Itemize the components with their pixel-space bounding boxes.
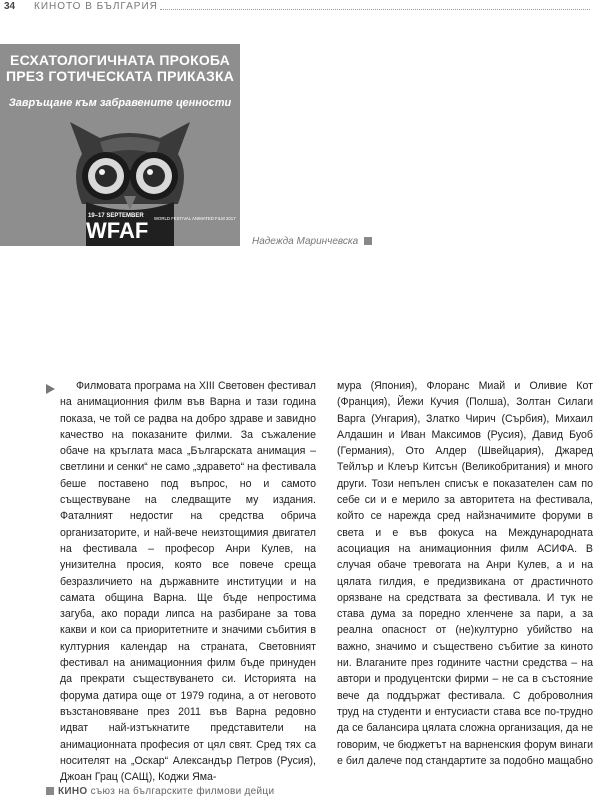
footer-square-icon	[46, 787, 54, 795]
left-goggle-lens	[95, 165, 117, 187]
banner-title-line1: ЕСХАТОЛОГИЧНАТА ПРОКОБА	[10, 52, 230, 68]
right-goggle-lens	[143, 165, 165, 187]
left-goggle-glint	[99, 169, 105, 175]
festival-dates: 19–17 SEPTEMBER	[88, 213, 144, 219]
footer-text: съюз на българските филмови дейци	[90, 786, 275, 797]
author-name: Надежда Маринчевска	[252, 236, 359, 247]
page-header	[0, 0, 600, 18]
page-number: 34	[4, 1, 16, 12]
byline-square-icon	[364, 237, 372, 245]
running-title: КИНОТО В БЪЛГАРИЯ	[34, 1, 158, 12]
festival-tagline-text: WORLD FESTIVAL ANIMATED FILM 2017	[154, 216, 236, 221]
article-banner-image	[0, 44, 240, 246]
festival-tagline	[154, 216, 236, 221]
page-footer	[46, 786, 274, 797]
owl-poster-illustration	[60, 114, 236, 246]
festival-logo: WFAF	[86, 218, 149, 243]
right-goggle-glint	[147, 169, 153, 175]
article-column-left: Филмовата програма на XIII Световен фестивал на анимационния филм във Варна и тази година показа, че той се радва на добро здраве и завидно качество на показаните филми. За съжаление обаче на кръглата маса „Българската анимация – светлини и сенки“ не само „здравето“ на фестивала беше поставено под въпрос, но и самото съществуване на следващите му издания. Фаталният недостиг на средства обрича организаторите, и най-вече неизтощимия двигател на фестивала – професор Анри Кулев, на унизителна просия, която все повече среща безразличието на държавните институции и на самата община Варна. Ще бъде непростима загуба, ако поради липса на разбиране за това какви и кои са приоритетните и значими събития в културния календар на страната, Световният фестивал на анимационния филм бъде принуден да прекрати съществуването си. Историята на форума датира още от 1979 година, а от неговото възстановяване през 2011 във Варна редовно идват най-изтъкнатите представители на анимационната професия от цял свят. Сред тях са носителят на „Оскар“ Александър Петров (Русия), Джоан Грац (САЩ), Коджи Яма-	[60, 380, 316, 784]
footer-brand: КИНО	[58, 786, 88, 797]
banner-subtitle: Завръщане към забравените ценности	[8, 97, 232, 109]
article-column-right: мура (Япония), Флоранс Миай и Оливие Кот (Франция), Йежи Кучия (Полша), Золтан Силаги Варга (Унгария), Златко Чирич (Сърбия), Михаил Алдашин и Иван Максимов (Русия), Давид Буоб (Германия), Ото Алдер (Швейцария), Джаред Тейлър и Клеър Китсън (Великобритания) и много други. Този непълен списък е показателен сам по себе си и е мерило за авторитета на фестивала, който се нарежда сред найзначимите форуми в света и е във фокуса на Международната асоциация на анимационния филм АСИФА. В случая обаче тревогата на Анри Кулев, а и на цялата гилдия, е предизвикана от драстичното орязване на средствата за фестивала. И тук не става дума за поредно хленчене за пари, а за реална опасност от (не)културно убийство на важно, значимо и съществено събитие за киното ни. Влаганите през годините частни средства – на автори и продуцентски фирми – не са в състояние вече да поддържат фестивала. С доброволния труд на студенти и ентусиасти става все по-трудно да се балансира цялата сложна организация, да не говорим, че бюджетът на варненския форум винаги е бил далече под стандартите за подобно мащабно	[337, 380, 593, 767]
article-start-arrow-icon	[46, 384, 55, 394]
author-byline	[252, 236, 372, 247]
banner-title-line2: ПРЕЗ ГОТИЧЕСКАТА ПРИКАЗКА	[5, 68, 235, 84]
banner-title	[0, 52, 240, 84]
goggle-bridge	[124, 170, 136, 180]
header-dotted-rule	[160, 9, 590, 10]
